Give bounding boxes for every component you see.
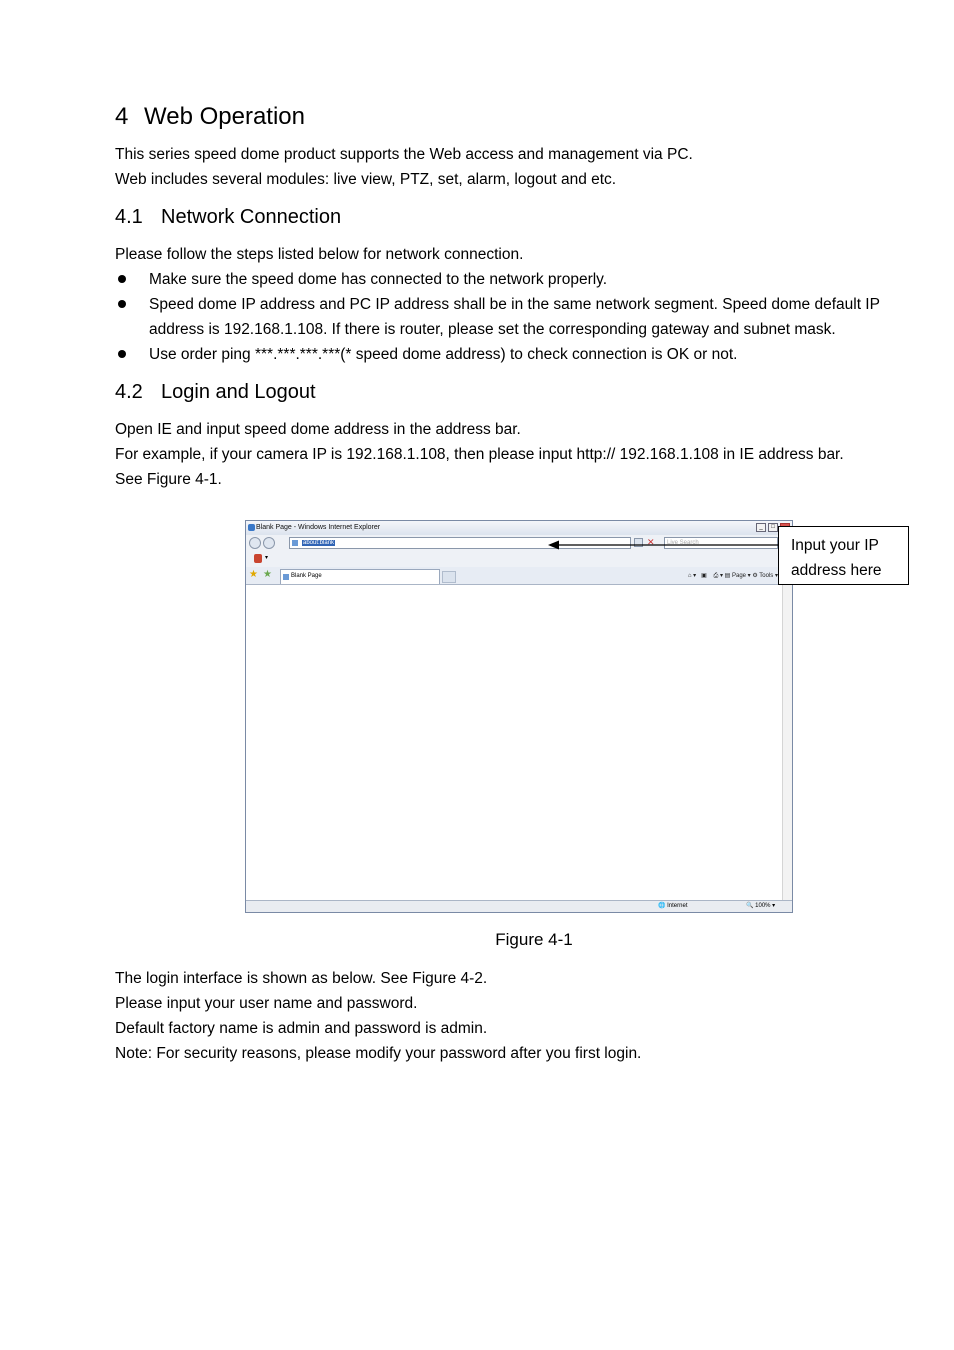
- list-item: [115, 292, 935, 342]
- print-icon[interactable]: ⎙ ▾: [713, 573, 723, 579]
- list-item-text: Speed dome IP address and PC IP address shall be in the same network segment. Speed dome default IP address is 192.168.1.108. If there is router, please set the corresponding gateway and subnet mask.: [149, 296, 880, 338]
- ie-status-bar: [246, 900, 792, 912]
- favorites-star-icon[interactable]: ★: [249, 569, 258, 580]
- minimize-icon[interactable]: _: [756, 523, 766, 532]
- add-favorite-icon[interactable]: ★: [263, 569, 272, 580]
- maximize-icon[interactable]: □: [768, 523, 778, 532]
- login-paragraph-1: Open IE and input speed dome address in the address bar.: [115, 421, 521, 438]
- ie-tab-row: [246, 567, 792, 585]
- intro-paragraph-1: This series speed dome product supports the Web access and management via PC.: [115, 146, 693, 163]
- tab-label: Blank Page: [291, 573, 322, 579]
- convert-pdf-icon[interactable]: [254, 554, 262, 563]
- ie-window-figure: [245, 520, 793, 913]
- list-item-text: Make sure the speed dome has connected to the network properly.: [149, 271, 608, 288]
- network-steps-list: [115, 267, 935, 367]
- list-item-text: Use order ping ***.***.***.***(* speed dome address) to check connection is OK or not.: [149, 346, 738, 363]
- back-arrow-icon[interactable]: [249, 537, 261, 549]
- chevron-down-icon[interactable]: ▾: [265, 555, 269, 561]
- callout-line-1: Input your IP: [791, 537, 879, 554]
- login-paragraph-2: For example, if your camera IP is 192.168.1.108, then please input http:// 192.168.1.108 in IE address bar.: [115, 446, 844, 463]
- ie-content-area: [246, 585, 784, 901]
- ie-command-row: [246, 551, 792, 567]
- after-paragraph-4: Note: For security reasons, please modify your password after you first login.: [115, 1045, 642, 1062]
- page-menu[interactable]: ▤ Page ▾: [724, 573, 751, 579]
- list-item: [115, 342, 935, 367]
- section-heading-network: [115, 206, 341, 229]
- page-icon: [292, 540, 298, 546]
- search-input[interactable]: Live Search: [664, 537, 778, 549]
- ie-window-title: Blank Page - Windows Internet Explorer: [256, 524, 381, 531]
- feeds-icon[interactable]: ▣: [701, 573, 707, 579]
- internet-zone-label: 🌐 Internet: [658, 903, 688, 909]
- section-heading-login: [115, 381, 316, 404]
- ie-command-bar: [688, 571, 778, 581]
- page-icon: [283, 574, 289, 580]
- zoom-level[interactable]: 🔍 100% ▾: [746, 903, 776, 909]
- intro-paragraph-2: Web includes several modules: live view, PTZ, set, alarm, logout and etc.: [115, 171, 617, 188]
- bullet-icon: [118, 300, 126, 308]
- after-paragraph-1: The login interface is shown as below. See Figure 4-2.: [115, 970, 488, 987]
- ip-callout-box: [778, 526, 909, 585]
- vertical-scrollbar[interactable]: [782, 585, 792, 901]
- login-paragraph-3: See Figure 4-1.: [115, 471, 222, 488]
- callout-arrow-icon: [548, 539, 780, 551]
- figure-caption: Figure 4-1: [495, 930, 573, 949]
- address-value: about:blank: [303, 540, 335, 546]
- bullet-icon: [118, 275, 126, 283]
- forward-arrow-icon[interactable]: [263, 537, 275, 549]
- after-paragraph-2: Please input your user name and password.: [115, 995, 418, 1012]
- home-icon[interactable]: ⌂ ▾: [687, 573, 697, 579]
- chapter-title: Web Operation: [144, 103, 305, 130]
- chapter-heading: [115, 103, 305, 131]
- section-title: Login and Logout: [161, 381, 316, 403]
- stop-icon[interactable]: ✕: [647, 537, 655, 547]
- after-paragraph-3: Default factory name is admin and password is admin.: [115, 1020, 488, 1037]
- section-number: 4.2: [115, 381, 143, 403]
- new-tab-button[interactable]: [442, 571, 456, 583]
- ie-logo-icon: [248, 524, 255, 531]
- section-title: Network Connection: [161, 206, 342, 228]
- ie-title-bar: [246, 521, 792, 535]
- callout-line-2: address here: [791, 562, 882, 579]
- list-item: [115, 267, 935, 292]
- bullet-icon: [118, 350, 126, 358]
- network-lead: Please follow the steps listed below for network connection.: [115, 246, 524, 263]
- chapter-number: 4: [115, 103, 129, 130]
- section-number: 4.1: [115, 206, 143, 228]
- tools-menu[interactable]: ⚙ Tools ▾: [752, 573, 778, 579]
- tab-blank-page[interactable]: [280, 569, 440, 584]
